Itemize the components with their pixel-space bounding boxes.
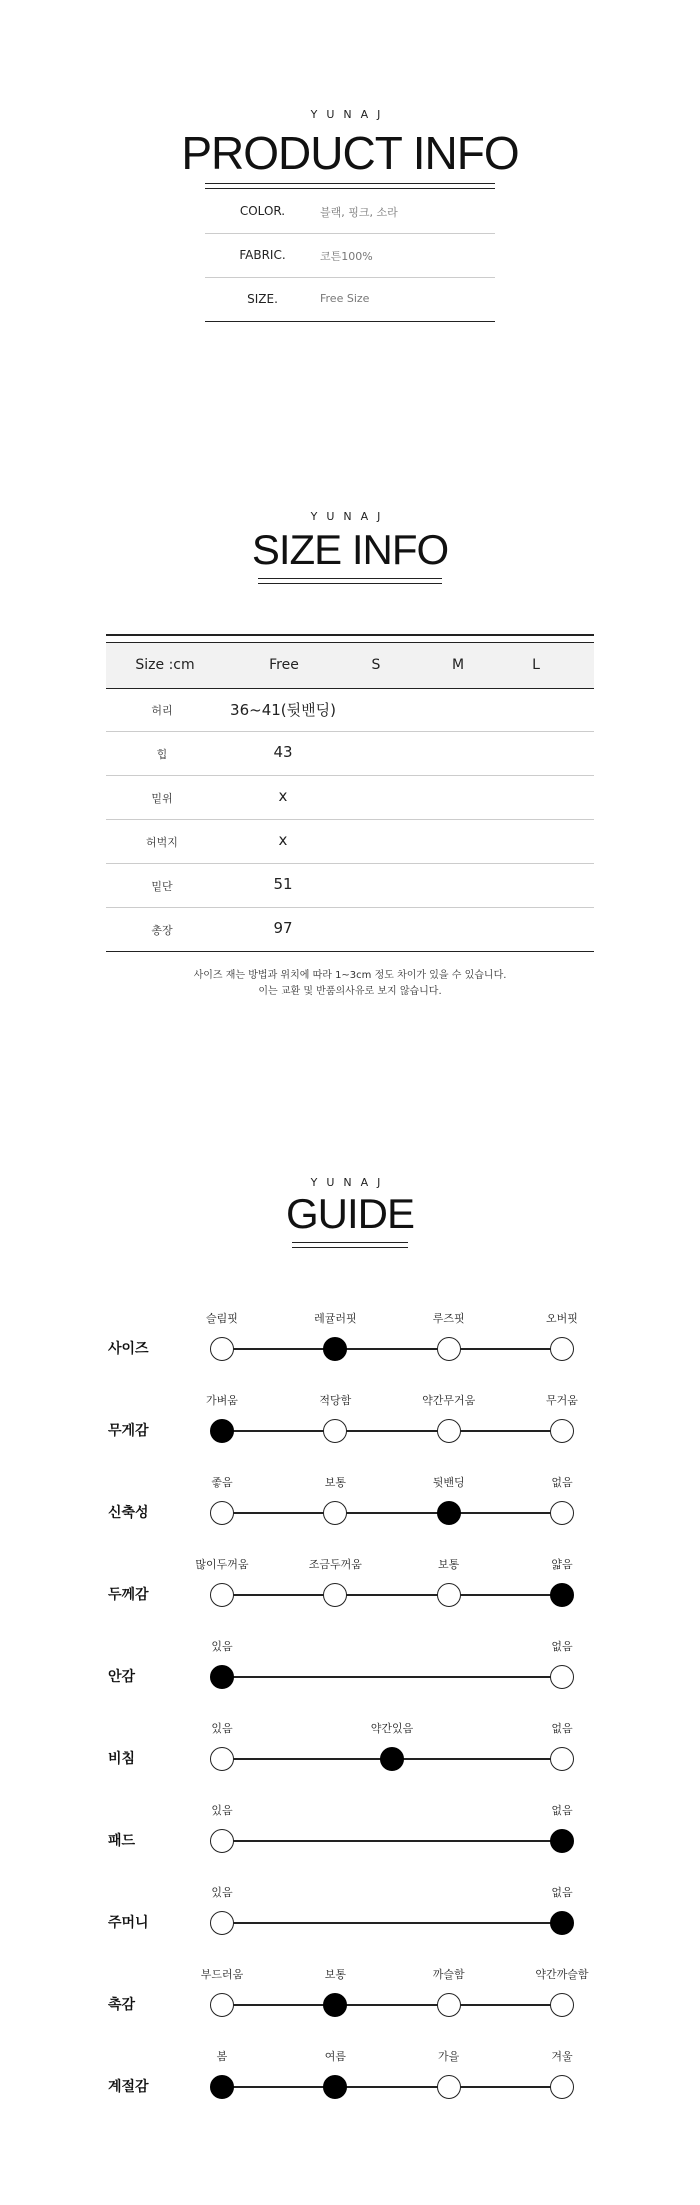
table-row xyxy=(106,907,594,952)
guide-option-label: 없음 xyxy=(551,1722,573,1735)
guide-option-label: 오버핏 xyxy=(546,1312,578,1325)
title-underline xyxy=(258,578,442,579)
guide-row-label: 두께감 xyxy=(108,1587,149,1603)
header-m: M xyxy=(451,657,465,673)
guide-row xyxy=(0,2038,700,2120)
row-label: 허벅지 xyxy=(146,836,178,849)
guide-dot xyxy=(550,1993,574,2017)
guide-dot xyxy=(210,1829,234,1853)
guide-dot xyxy=(437,1419,461,1443)
guide-row xyxy=(0,1300,700,1382)
guide-dot xyxy=(550,1419,574,1443)
guide-option-label: 약간까슬함 xyxy=(535,1968,589,1981)
guide-dot-selected xyxy=(437,1501,461,1525)
guide-dot-selected xyxy=(550,1829,574,1853)
guide-scale-line xyxy=(222,1348,562,1350)
table-row xyxy=(106,863,594,908)
row-value: x xyxy=(278,787,288,805)
header-size-unit: Size :cm xyxy=(135,657,195,673)
guide-option-label: 좋음 xyxy=(211,1476,233,1489)
header-s: S xyxy=(371,657,381,673)
guide-dot xyxy=(323,1419,347,1443)
guide-option-label: 없음 xyxy=(551,1640,573,1653)
guide-scale-line xyxy=(222,2086,562,2088)
guide-row xyxy=(0,1874,700,1956)
color-label: COLOR. xyxy=(239,204,286,218)
guide-scale-line xyxy=(222,1430,562,1432)
guide-dot-selected xyxy=(550,1583,574,1607)
guide-dot-selected xyxy=(210,1665,234,1689)
guide-row-label: 안감 xyxy=(108,1669,136,1685)
guide-option-label: 가벼움 xyxy=(206,1394,238,1407)
guide-option-label: 겨울 xyxy=(551,2050,573,2063)
guide-scale-line xyxy=(222,1922,562,1924)
row-value: 51 xyxy=(273,875,293,893)
guide-row-label: 비침 xyxy=(108,1751,136,1767)
guide-dot xyxy=(210,1911,234,1935)
guide-dot-selected xyxy=(210,2075,234,2099)
size-value: Free Size xyxy=(320,292,370,305)
row-label: 밑단 xyxy=(151,880,173,893)
title-underline xyxy=(258,583,442,584)
product-info-row xyxy=(205,233,495,278)
row-value: 97 xyxy=(273,919,293,937)
row-value: x xyxy=(278,831,288,849)
product-info-title: PRODUCT INFO xyxy=(181,127,519,179)
size-table-header xyxy=(106,642,594,689)
size-note-line1: 사이즈 재는 방법과 위치에 따라 1~3cm 정도 차이가 있을 수 있습니다. xyxy=(193,970,507,981)
guide-row-label: 주머니 xyxy=(108,1915,149,1931)
guide-option-label: 보통 xyxy=(324,1476,346,1489)
size-note-line2: 이는 교환 및 반품의사유로 보지 않습니다. xyxy=(258,986,442,997)
guide-option-label: 루즈핏 xyxy=(432,1312,465,1325)
guide-dot xyxy=(210,1501,234,1525)
guide-row xyxy=(0,1546,700,1628)
guide-scale-line xyxy=(222,1676,562,1678)
guide-option-label: 여름 xyxy=(324,2050,346,2063)
guide-row-label: 사이즈 xyxy=(108,1341,149,1357)
guide-option-label: 많이두꺼움 xyxy=(195,1558,249,1571)
guide-option-label: 없음 xyxy=(551,1476,573,1489)
guide-option-label: 무거움 xyxy=(546,1394,578,1407)
title-underline xyxy=(292,1242,408,1243)
table-row xyxy=(106,775,594,820)
brand-label: YUNAJ xyxy=(310,1176,390,1189)
guide-option-label: 부드러움 xyxy=(200,1968,244,1981)
guide-row xyxy=(0,1956,700,2038)
guide-option-label: 있음 xyxy=(211,1804,233,1817)
header-l: L xyxy=(532,657,540,673)
product-info-row xyxy=(205,189,495,234)
row-value: 36~41(뒷밴딩) xyxy=(230,701,336,719)
guide-option-label: 없음 xyxy=(551,1886,573,1899)
guide-dot xyxy=(323,1583,347,1607)
guide-dot-selected xyxy=(323,1993,347,2017)
guide-dot xyxy=(210,1747,234,1771)
guide-option-label: 얇음 xyxy=(551,1558,573,1571)
guide-option-label: 레귤러핏 xyxy=(314,1312,357,1325)
guide-row xyxy=(0,1464,700,1546)
table-row xyxy=(106,731,594,776)
guide-dot xyxy=(210,1993,234,2017)
guide-option-label: 약간있음 xyxy=(370,1722,414,1735)
guide-option-label: 조금두꺼움 xyxy=(308,1558,362,1571)
fabric-value: 코튼100% xyxy=(320,250,373,263)
title-underline xyxy=(292,1247,408,1248)
guide-option-label: 있음 xyxy=(211,1640,233,1653)
guide-dot-selected xyxy=(323,2075,347,2099)
title-underline xyxy=(205,183,495,184)
table-row xyxy=(106,687,594,732)
guide-row-label: 패드 xyxy=(108,1833,136,1849)
guide-option-label: 없음 xyxy=(551,1804,573,1817)
guide-option-label: 보통 xyxy=(324,1968,346,1981)
size-label: SIZE. xyxy=(247,292,278,306)
color-value: 블랙, 핑크, 소라 xyxy=(320,206,398,219)
guide-row-label: 신축성 xyxy=(108,1505,149,1521)
guide-dot xyxy=(550,1337,574,1361)
guide-scale-line xyxy=(222,1594,562,1596)
guide-option-label: 가을 xyxy=(438,2050,460,2063)
table-top-border xyxy=(106,634,594,636)
brand-label: YUNAJ xyxy=(310,510,390,523)
header-free: Free xyxy=(269,657,299,673)
guide-option-label: 적당함 xyxy=(319,1394,352,1407)
guide-option-label: 약간무거움 xyxy=(422,1394,476,1407)
guide-option-label: 있음 xyxy=(211,1886,233,1899)
guide-dot xyxy=(437,1337,461,1361)
guide-option-label: 보통 xyxy=(438,1558,460,1571)
guide-row-label: 촉감 xyxy=(108,1997,136,2013)
size-info-title: SIZE INFO xyxy=(251,526,449,573)
guide-option-label: 까슬함 xyxy=(432,1968,465,1981)
row-label: 힙 xyxy=(156,748,168,761)
guide-row xyxy=(0,1628,700,1710)
guide-dot xyxy=(210,1337,234,1361)
guide-dot-selected xyxy=(380,1747,404,1771)
guide-dot xyxy=(550,1665,574,1689)
guide-dot xyxy=(210,1583,234,1607)
guide-dot xyxy=(550,1747,574,1771)
brand-label: YUNAJ xyxy=(310,108,390,121)
guide-option-label: 뒷밴딩 xyxy=(432,1476,465,1489)
guide-option-label: 있음 xyxy=(211,1722,233,1735)
guide-option-label: 슬림핏 xyxy=(206,1312,238,1325)
guide-scale-line xyxy=(222,2004,562,2006)
guide-dot xyxy=(550,2075,574,2099)
guide-title: GUIDE xyxy=(285,1190,414,1237)
guide-row-label: 무게감 xyxy=(108,1423,149,1439)
guide-dot xyxy=(437,2075,461,2099)
table-row xyxy=(106,819,594,864)
guide-row xyxy=(0,1792,700,1874)
guide-scale-line xyxy=(222,1840,562,1842)
guide-dot-selected xyxy=(323,1337,347,1361)
guide-dot-selected xyxy=(210,1419,234,1443)
guide-dot xyxy=(323,1501,347,1525)
guide-dot-selected xyxy=(550,1911,574,1935)
guide-row xyxy=(0,1382,700,1464)
row-value: 43 xyxy=(273,743,293,761)
row-label: 총장 xyxy=(151,924,173,937)
row-label: 밑위 xyxy=(151,792,173,805)
guide-dot xyxy=(437,1583,461,1607)
guide-row-label: 계절감 xyxy=(108,2079,149,2095)
guide-dot xyxy=(550,1501,574,1525)
row-label: 허리 xyxy=(151,704,173,717)
guide-row xyxy=(0,1710,700,1792)
guide-scale-line xyxy=(222,1512,562,1514)
guide-option-label: 봄 xyxy=(216,2050,228,2063)
product-info-row xyxy=(205,277,495,322)
guide-dot xyxy=(437,1993,461,2017)
fabric-label: FABRIC. xyxy=(239,248,286,262)
